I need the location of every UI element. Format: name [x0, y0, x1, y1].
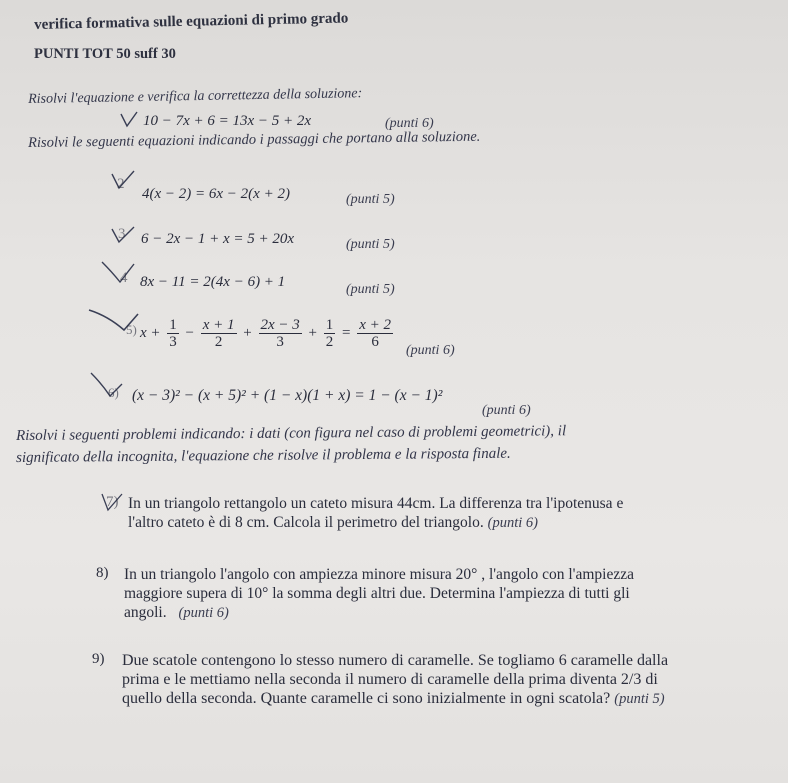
equation-2-points: (punti 5) — [346, 192, 395, 207]
problem-9-line-3: quello della seconda. Quante caramelle ci sono inizialmente in ogni scatola? (punti 5) — [122, 690, 665, 707]
instruction-verify: Risolvi l'equazione e verifica la correttezza della soluzione: — [28, 86, 363, 107]
problem-9-line-2: prima e le mettiamo nella seconda il numero di caramelle della prima diventa 2/3 di — [122, 671, 658, 688]
instruction-problems-2: significato della incognita, l'equazione che risolve il problema e la risposta finale. — [16, 445, 511, 466]
equation-1: 10 − 7x + 6 = 13x − 5 + 2x — [143, 113, 312, 129]
total-points: PUNTI TOT 50 suff 30 — [34, 46, 176, 62]
equation-5-fraction: $\frac{x + 1}{2}$ — [202, 317, 235, 350]
equation-2-number: 2 — [117, 176, 125, 192]
equation-5-fraction: $\frac{1}{2}$ — [325, 317, 334, 350]
equation-5-fraction: $\frac{1}{3}$ — [169, 317, 177, 350]
problem-8-number: 8) — [96, 565, 109, 581]
problem-8-line-2: maggiore supera di 10° la somma degli altri due. Determina l'ampiezza di tutti gli — [124, 585, 630, 602]
equation-5-points: (punti 6) — [406, 343, 455, 358]
equation-5: x + $\frac{1}{3}$ − $\frac{x + 1}{2}$ + $\frac{2x - 3}{3}$ + $\frac{1}{2}$ = $\frac{x + 2}{6}$ — [140, 317, 391, 350]
equation-6: (x − 3)² − (x + 5)² + (1 − x)(1 + x) = 1 − (x − 1)² — [132, 387, 443, 404]
equation-3: 6 − 2x − 1 + x = 5 + 20x — [141, 231, 295, 247]
problem-7-points: (punti 6) — [487, 515, 538, 531]
equation-6-points: (punti 6) — [482, 403, 531, 418]
equation-6-number: 6) — [108, 385, 119, 400]
equation-4-number: 4 — [120, 270, 128, 286]
problem-7-number: 7) — [106, 494, 119, 510]
equation-4: 8x − 11 = 2(4x − 6) + 1 — [140, 274, 286, 290]
equation-5-number: 5) — [126, 322, 137, 337]
problem-9-number: 9) — [92, 651, 105, 667]
problem-8-points: (punti 6) — [178, 605, 229, 621]
equation-3-number: 3 — [118, 226, 126, 242]
instruction-problems-1: Risolvi i seguenti problemi indicando: i dati (con figura nel caso di problemi geometrici), il — [16, 423, 567, 444]
check-mark-icon — [118, 110, 140, 130]
equation-3-points: (punti 5) — [346, 237, 395, 252]
worksheet-title: verifica formativa sulle equazioni di primo grado — [34, 10, 349, 33]
check-mark-icon — [98, 258, 138, 288]
problem-8-line-3: angoli. (punti 6) — [124, 604, 229, 621]
problem-7-line-2: l'altro cateto è di 8 cm. Calcola il perimetro del triangolo. (punti 6) — [128, 514, 538, 531]
equation-5-fraction: $\frac{x + 2}{6}$ — [359, 317, 391, 350]
problem-9-points: (punti 5) — [614, 691, 665, 707]
equation-4-points: (punti 5) — [346, 282, 395, 297]
equation-1-points: (punti 6) — [385, 116, 434, 131]
problem-8-line-1: In un triangolo l'angolo con ampiezza minore misura 20° , l'angolo con l'ampiezza — [124, 566, 634, 583]
problem-9-line-1: Due scatole contengono lo stesso numero di caramelle. Se togliamo 6 caramelle dalla — [122, 652, 669, 669]
equation-5-lead: x + — [140, 324, 161, 341]
instruction-equations: Risolvi le seguenti equazioni indicando i passaggi che portano alla soluzione. — [28, 128, 481, 151]
equation-5-fraction: $\frac{2x - 3}{3}$ — [260, 317, 300, 350]
problem-7-line-1: In un triangolo rettangolo un cateto misura 44cm. La differenza tra l'ipotenusa e — [128, 495, 624, 512]
equation-2: 4(x − 2) = 6x − 2(x + 2) — [142, 186, 290, 202]
